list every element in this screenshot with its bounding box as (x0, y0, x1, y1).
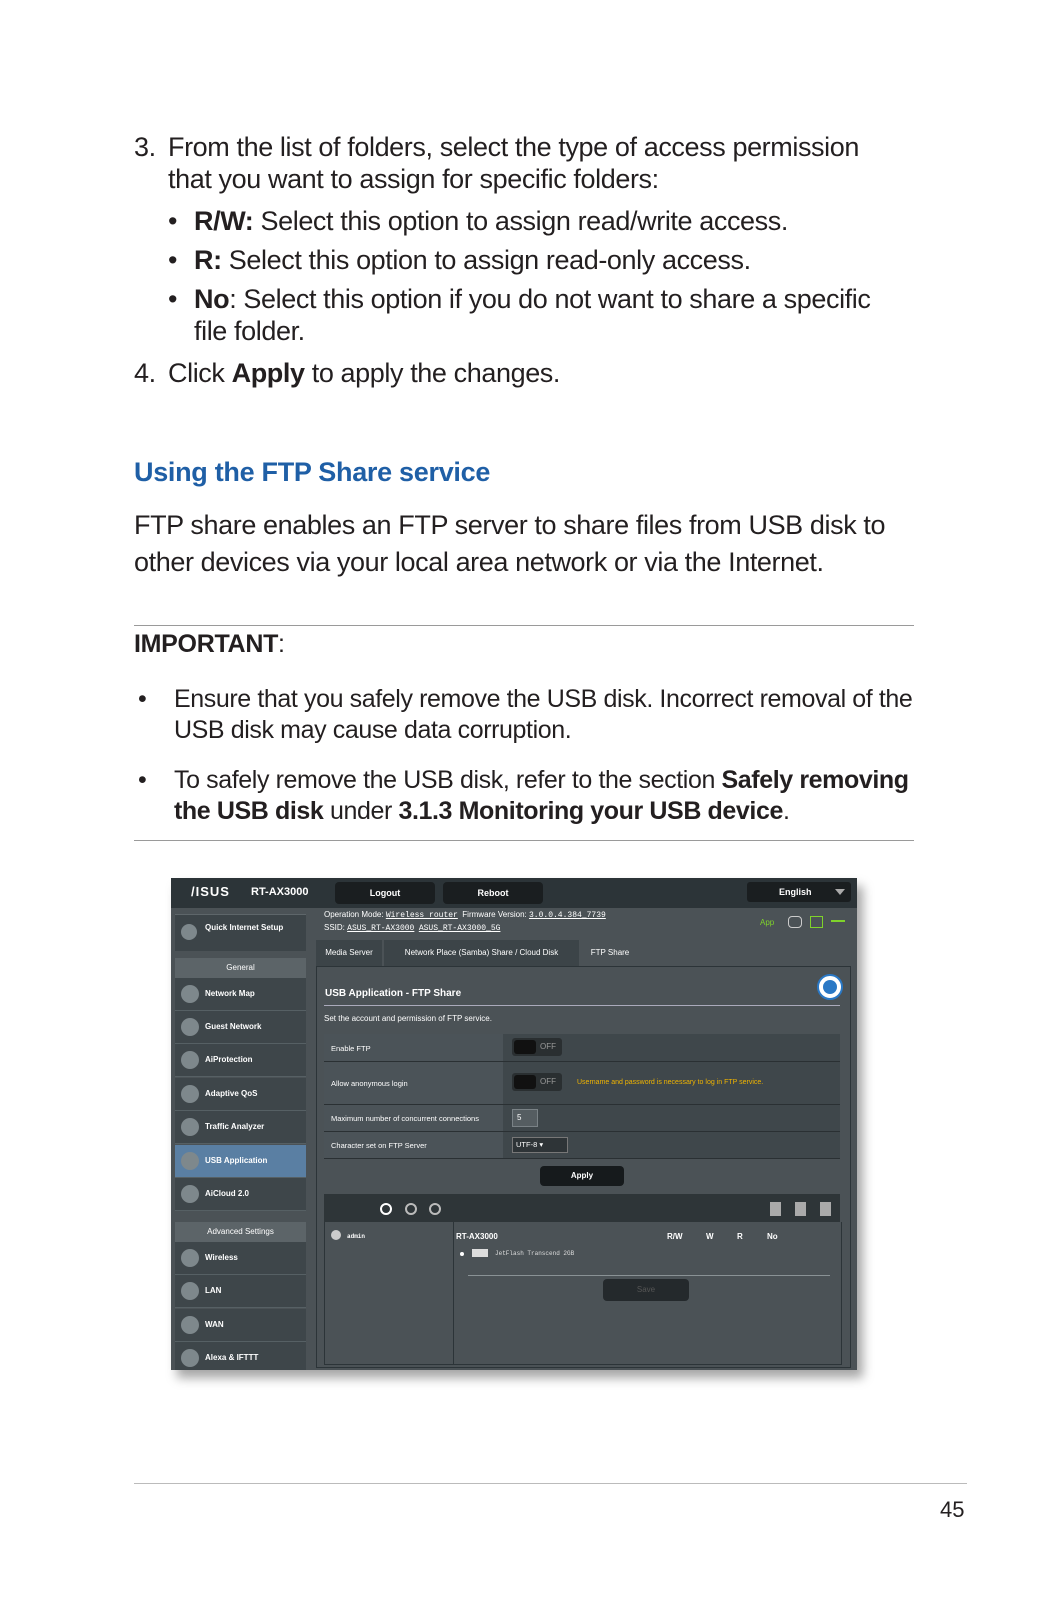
panel-title: USB Application - FTP Share (325, 988, 462, 999)
tree-divider (468, 1275, 830, 1276)
rename-folder-icon[interactable] (820, 1202, 831, 1216)
section-paragraph: FTP share enables an FTP server to share files from USB disk to other devices via your local area network or via the Internet. (134, 510, 886, 577)
account-admin[interactable]: admin (347, 1233, 366, 1240)
bullet-dot: • (168, 284, 178, 314)
sidebar-item-aiprotection[interactable]: AiProtection (175, 1044, 306, 1077)
sidebar-item-alexa-ifttt[interactable]: Alexa & IFTTT (175, 1342, 306, 1370)
usb-icon[interactable] (831, 920, 845, 922)
network-status-icon[interactable] (810, 916, 823, 928)
field-label: Enable FTP (331, 1044, 371, 1053)
bullet-dot: • (138, 766, 147, 794)
col-r: R (737, 1232, 743, 1241)
usb-icon (181, 1152, 199, 1170)
row-charset (324, 1132, 840, 1159)
section-heading: Using the FTP Share service (134, 457, 491, 487)
charset-select[interactable]: UTF-8 ▾ (512, 1137, 568, 1153)
device-name: RT-AX3000 (456, 1232, 498, 1241)
sidebar-quick-internet-setup[interactable] (175, 914, 306, 951)
alexa-icon (181, 1349, 199, 1367)
new-folder-icon[interactable] (770, 1202, 781, 1216)
add-account-icon[interactable] (380, 1203, 392, 1215)
warning-text: Username and password is necessary to log in FTP service. (577, 1079, 764, 1086)
step-number: 3. (134, 132, 156, 162)
sidebar-item-aicloud[interactable]: AiCloud 2.0 (175, 1178, 306, 1211)
step-number: 4. (134, 358, 156, 388)
bullet-dot: • (168, 245, 178, 275)
save-button[interactable]: Save (603, 1279, 689, 1301)
status-info: Operation Mode: Wireless router Firmware Version: 3.0.0.4.384_7739 SSID: ASUS_RT-AX3000 ASUS_RT-AX3000_5G (324, 910, 606, 933)
field-label: Maximum number of concurrent connections (331, 1114, 479, 1123)
globe-icon (181, 1316, 199, 1334)
sidebar-item-traffic-analyzer[interactable]: Traffic Analyzer (175, 1111, 306, 1144)
tab-media-server[interactable]: Media Server (316, 940, 382, 966)
gauge-icon (181, 1085, 199, 1103)
user-icon (331, 1230, 341, 1240)
enable-ftp-toggle[interactable]: OFF (512, 1038, 562, 1056)
important-label: IMPORTANT: (134, 630, 285, 658)
wifi-icon (181, 1249, 199, 1267)
bullet-dot: • (168, 206, 178, 236)
sidebar-item-guest-network[interactable]: Guest Network (175, 1011, 306, 1044)
sidebar-label: Quick Internet Setup (205, 923, 284, 932)
back-arrow-icon (823, 980, 837, 994)
bullet-text: R/W: Select this option to assign read/write access. (194, 206, 788, 236)
row-anonymous-login (324, 1062, 840, 1105)
chart-icon (181, 1118, 199, 1136)
divider-bottom (134, 840, 914, 841)
router-screenshot (171, 878, 857, 1370)
sidebar-section-general: General (175, 958, 306, 978)
bullet-text: R: Select this option to assign read-only access. (194, 245, 751, 275)
field-label: Character set on FTP Server (331, 1141, 427, 1150)
remove-account-icon[interactable] (405, 1203, 417, 1215)
sidebar-item-lan[interactable]: LAN (175, 1275, 306, 1308)
bullet-dot: • (138, 685, 147, 713)
sidebar-item-wireless[interactable]: Wireless (175, 1242, 306, 1275)
col-rw: R/W (667, 1232, 683, 1241)
divider-top (134, 625, 914, 626)
model-name: RT-AX3000 (251, 886, 309, 898)
users-icon[interactable] (788, 916, 802, 928)
expand-icon[interactable] (460, 1252, 464, 1256)
important-text: To safely remove the USB disk, refer to the section Safely removing the USB disk under 3.1.3 Monitoring your USB device. (174, 766, 909, 825)
back-button[interactable] (817, 974, 843, 1000)
anonymous-login-toggle[interactable]: OFF (512, 1073, 562, 1091)
col-w: W (706, 1232, 714, 1241)
tab-samba-share[interactable]: Network Place (Samba) Share / Cloud Disk (384, 940, 579, 966)
app-link[interactable]: App (760, 918, 775, 927)
step-text: From the list of folders, select the type of access permission that you want to assign for specific folders: (168, 132, 859, 194)
row-enable-ftp (324, 1034, 840, 1062)
cloud-icon (181, 1185, 199, 1203)
lan-icon (181, 1282, 199, 1300)
language-select[interactable]: English (747, 882, 851, 902)
sidebar-item-network-map[interactable]: Network Map (175, 978, 306, 1011)
col-no: No (767, 1232, 778, 1241)
apply-button[interactable]: Apply (540, 1166, 624, 1186)
guest-network-icon (181, 1018, 199, 1036)
max-connections-input[interactable]: 5 (512, 1109, 538, 1127)
chevron-down-icon (835, 889, 845, 895)
sidebar-item-wan[interactable]: WAN (175, 1309, 306, 1342)
account-list (324, 1222, 454, 1365)
sidebar-item-adaptive-qos[interactable]: Adaptive QoS (175, 1078, 306, 1111)
important-text: Ensure that you safely remove the USB disk. Incorrect removal of the USB disk may cause data corruption. (174, 685, 913, 744)
reboot-button[interactable]: Reboot (443, 882, 543, 904)
tab-ftp-share[interactable]: FTP Share (581, 940, 639, 966)
logout-button[interactable]: Logout (335, 882, 435, 904)
edit-account-icon[interactable] (429, 1203, 441, 1215)
panel-description: Set the account and permission of FTP service. (324, 1014, 492, 1023)
sidebar-section-advanced: Advanced Settings (175, 1222, 306, 1242)
row-max-connections (324, 1105, 840, 1132)
asus-logo: /ISUS (191, 884, 230, 899)
wizard-icon (181, 924, 197, 940)
disk-name[interactable]: JetFlash Transcend 2GB (495, 1250, 575, 1257)
page-number: 45 (940, 1497, 965, 1522)
field-label: Allow anonymous login (331, 1079, 408, 1088)
lock-icon (181, 1051, 199, 1069)
bullet-text: No: Select this option if you do not want to share a specific file folder. (194, 284, 871, 346)
disk-icon (472, 1249, 488, 1257)
step-text: Click Apply to apply the changes. (168, 358, 561, 388)
globe-icon (181, 985, 199, 1003)
delete-folder-icon[interactable] (795, 1202, 806, 1216)
footer-rule (134, 1483, 967, 1484)
panel-divider (324, 1005, 840, 1006)
sidebar-item-usb-application[interactable]: USB Application (175, 1145, 306, 1178)
account-toolbar (324, 1194, 840, 1222)
